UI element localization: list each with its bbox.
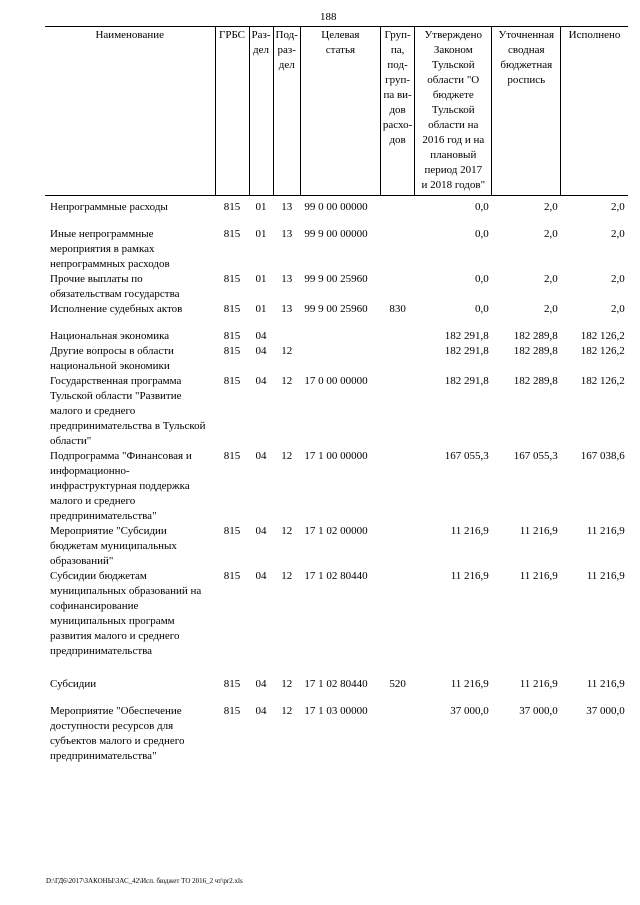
table-row — [45, 272, 628, 302]
row-razdel: 04 — [255, 450, 267, 462]
row-approved: 11 216,9 — [450, 678, 489, 690]
row-approved: 167 055,3 — [444, 450, 489, 462]
table-row — [45, 569, 628, 677]
row-name: Непрограммные расходы — [50, 201, 168, 213]
row-group — [380, 329, 414, 344]
row-name: Субсидии — [50, 678, 97, 690]
table-row — [45, 329, 628, 344]
row-name: Мероприятие "Субсидии бюджетам муниципальных образований" — [50, 525, 177, 567]
header-executed: Исполнено — [561, 27, 628, 196]
row-target — [300, 344, 380, 374]
header-razdel: Раз- дел — [249, 27, 273, 196]
row-name: Государственная программа Тульской области "Развитие малого и среднего предпринимательства в Тульской области" — [50, 375, 206, 447]
row-grbs: 815 — [223, 450, 241, 462]
row-razdel: 04 — [255, 678, 267, 690]
row-refined: 2,0 — [544, 228, 558, 240]
row-group: 520 — [389, 678, 406, 690]
row-podrazdel: 12 — [281, 525, 293, 537]
row-target: 17 1 02 00000 — [304, 525, 368, 537]
row-podrazdel: 12 — [281, 678, 293, 690]
budget-table — [45, 26, 628, 764]
row-podrazdel — [273, 329, 300, 344]
row-group — [380, 524, 414, 569]
row-refined: 11 216,9 — [519, 678, 558, 690]
row-name: Национальная экономика — [50, 330, 170, 342]
table-row — [45, 227, 628, 272]
row-name: Другие вопросы в области национальной экономики — [50, 345, 174, 372]
row-razdel: 04 — [255, 525, 267, 537]
row-group — [380, 272, 414, 302]
row-refined: 182 289,8 — [513, 330, 558, 342]
row-podrazdel: 12 — [281, 375, 293, 387]
row-group — [380, 374, 414, 449]
row-approved: 182 291,8 — [444, 330, 489, 342]
header-target: Целевая статья — [300, 27, 380, 196]
table-row — [45, 302, 628, 329]
header-approved: Утверждено Законом Тульской области "О бюджете Тульской области на 2016 год и на плановый период 2017 и 2018 годов" — [415, 27, 492, 196]
row-group — [380, 569, 414, 677]
row-grbs: 815 — [223, 228, 241, 240]
row-grbs: 815 — [223, 678, 241, 690]
row-razdel: 01 — [255, 201, 267, 213]
row-refined: 182 289,8 — [513, 345, 558, 357]
row-podrazdel: 12 — [281, 705, 293, 717]
table-row — [45, 704, 628, 764]
row-target: 99 9 00 00000 — [304, 228, 368, 240]
row-refined: 2,0 — [544, 303, 558, 315]
row-approved: 37 000,0 — [450, 705, 489, 717]
row-podrazdel: 12 — [281, 450, 293, 462]
row-group — [380, 449, 414, 524]
table-body — [45, 196, 628, 765]
table-row — [45, 524, 628, 569]
row-group — [380, 704, 414, 764]
row-target — [300, 329, 380, 344]
row-podrazdel: 13 — [281, 303, 293, 315]
row-approved: 11 216,9 — [450, 570, 489, 582]
row-approved: 182 291,8 — [444, 345, 489, 357]
row-razdel: 04 — [255, 705, 267, 717]
header-name: Наименование — [45, 27, 215, 196]
row-target: 99 9 00 25960 — [304, 273, 368, 285]
row-executed: 11 216,9 — [586, 525, 625, 537]
row-razdel: 04 — [255, 345, 267, 357]
row-target: 17 1 02 80440 — [304, 570, 368, 582]
table-row — [45, 196, 628, 228]
row-approved: 11 216,9 — [450, 525, 489, 537]
row-target: 99 9 00 25960 — [304, 303, 368, 315]
header-group: Груп- па, под- груп- па ви- дов расхо- дов — [380, 27, 414, 196]
row-group: 830 — [389, 303, 406, 315]
row-executed: 2,0 — [611, 228, 625, 240]
row-approved: 0,0 — [475, 201, 489, 213]
row-grbs: 815 — [223, 345, 241, 357]
table-row — [45, 449, 628, 524]
row-refined: 11 216,9 — [519, 525, 558, 537]
row-grbs: 815 — [223, 570, 241, 582]
row-group — [380, 227, 414, 272]
row-podrazdel: 12 — [281, 570, 293, 582]
row-approved: 0,0 — [475, 273, 489, 285]
row-approved: 0,0 — [475, 228, 489, 240]
row-podrazdel: 13 — [281, 273, 293, 285]
row-grbs: 815 — [223, 525, 241, 537]
row-grbs: 815 — [223, 375, 241, 387]
row-target: 17 1 03 00000 — [304, 705, 368, 717]
row-grbs: 815 — [223, 705, 241, 717]
row-target: 99 0 00 00000 — [304, 201, 368, 213]
row-refined: 167 055,3 — [513, 450, 558, 462]
header-refined: Уточненная сводная бюджетная роспись — [492, 27, 561, 196]
row-razdel: 04 — [255, 570, 267, 582]
row-group — [380, 196, 414, 228]
row-executed: 182 126,2 — [580, 330, 625, 342]
table-row — [45, 344, 628, 374]
row-name: Прочие выплаты по обязательствам государства — [50, 273, 180, 300]
row-executed: 167 038,6 — [580, 450, 625, 462]
row-refined: 182 289,8 — [513, 375, 558, 387]
row-razdel: 01 — [255, 303, 267, 315]
header-grbs: ГРБС — [215, 27, 249, 196]
row-executed: 11 216,9 — [586, 570, 625, 582]
row-refined: 37 000,0 — [519, 705, 558, 717]
row-grbs: 815 — [223, 330, 241, 342]
row-razdel: 04 — [255, 330, 267, 342]
row-grbs: 815 — [223, 303, 241, 315]
row-refined: 2,0 — [544, 273, 558, 285]
row-executed: 2,0 — [611, 273, 625, 285]
row-approved: 182 291,8 — [444, 375, 489, 387]
row-name: Мероприятие "Обеспечение доступности ресурсов для субъектов малого и среднего предпринимательства" — [50, 705, 185, 762]
page-number: 188 — [320, 11, 337, 23]
row-grbs: 815 — [223, 273, 241, 285]
row-executed: 182 126,2 — [580, 375, 625, 387]
table-row — [45, 374, 628, 449]
row-target: 17 1 02 80440 — [304, 678, 368, 690]
row-executed: 2,0 — [611, 201, 625, 213]
row-refined: 11 216,9 — [519, 570, 558, 582]
row-approved: 0,0 — [475, 303, 489, 315]
row-executed: 2,0 — [611, 303, 625, 315]
row-executed: 37 000,0 — [586, 705, 625, 717]
row-executed: 11 216,9 — [586, 678, 625, 690]
row-refined: 2,0 — [544, 201, 558, 213]
row-target: 17 0 00 00000 — [304, 375, 368, 387]
row-executed: 182 126,2 — [580, 345, 625, 357]
row-name: Субсидии бюджетам муниципальных образований на софинансирование муниципальных программ развития малого и среднего предпринимательства — [50, 570, 202, 657]
header-podrazdel: Под- раз- дел — [273, 27, 300, 196]
row-name: Исполнение судебных актов — [50, 303, 183, 315]
table-header-row — [45, 27, 628, 196]
row-podrazdel: 13 — [281, 228, 293, 240]
row-name: Иные непрограммные мероприятия в рамках непрограммных расходов — [50, 228, 170, 270]
row-razdel: 01 — [255, 228, 267, 240]
row-name: Подпрограмма "Финансовая и информационно-инфраструктурная поддержка малого и среднего предпринимательства" — [50, 450, 192, 522]
table-row — [45, 677, 628, 704]
row-grbs: 815 — [223, 201, 241, 213]
row-podrazdel: 12 — [281, 345, 293, 357]
row-group — [380, 344, 414, 374]
row-razdel: 01 — [255, 273, 267, 285]
row-podrazdel: 13 — [281, 201, 293, 213]
footer-file-path: D:\ГД6\2017\ЗАКОНЫ\ЗАС_42\Исп. бюджет ТО 2016_2 чт\pr2.xls — [46, 877, 243, 885]
row-target: 17 1 00 00000 — [304, 450, 368, 462]
row-razdel: 04 — [255, 375, 267, 387]
